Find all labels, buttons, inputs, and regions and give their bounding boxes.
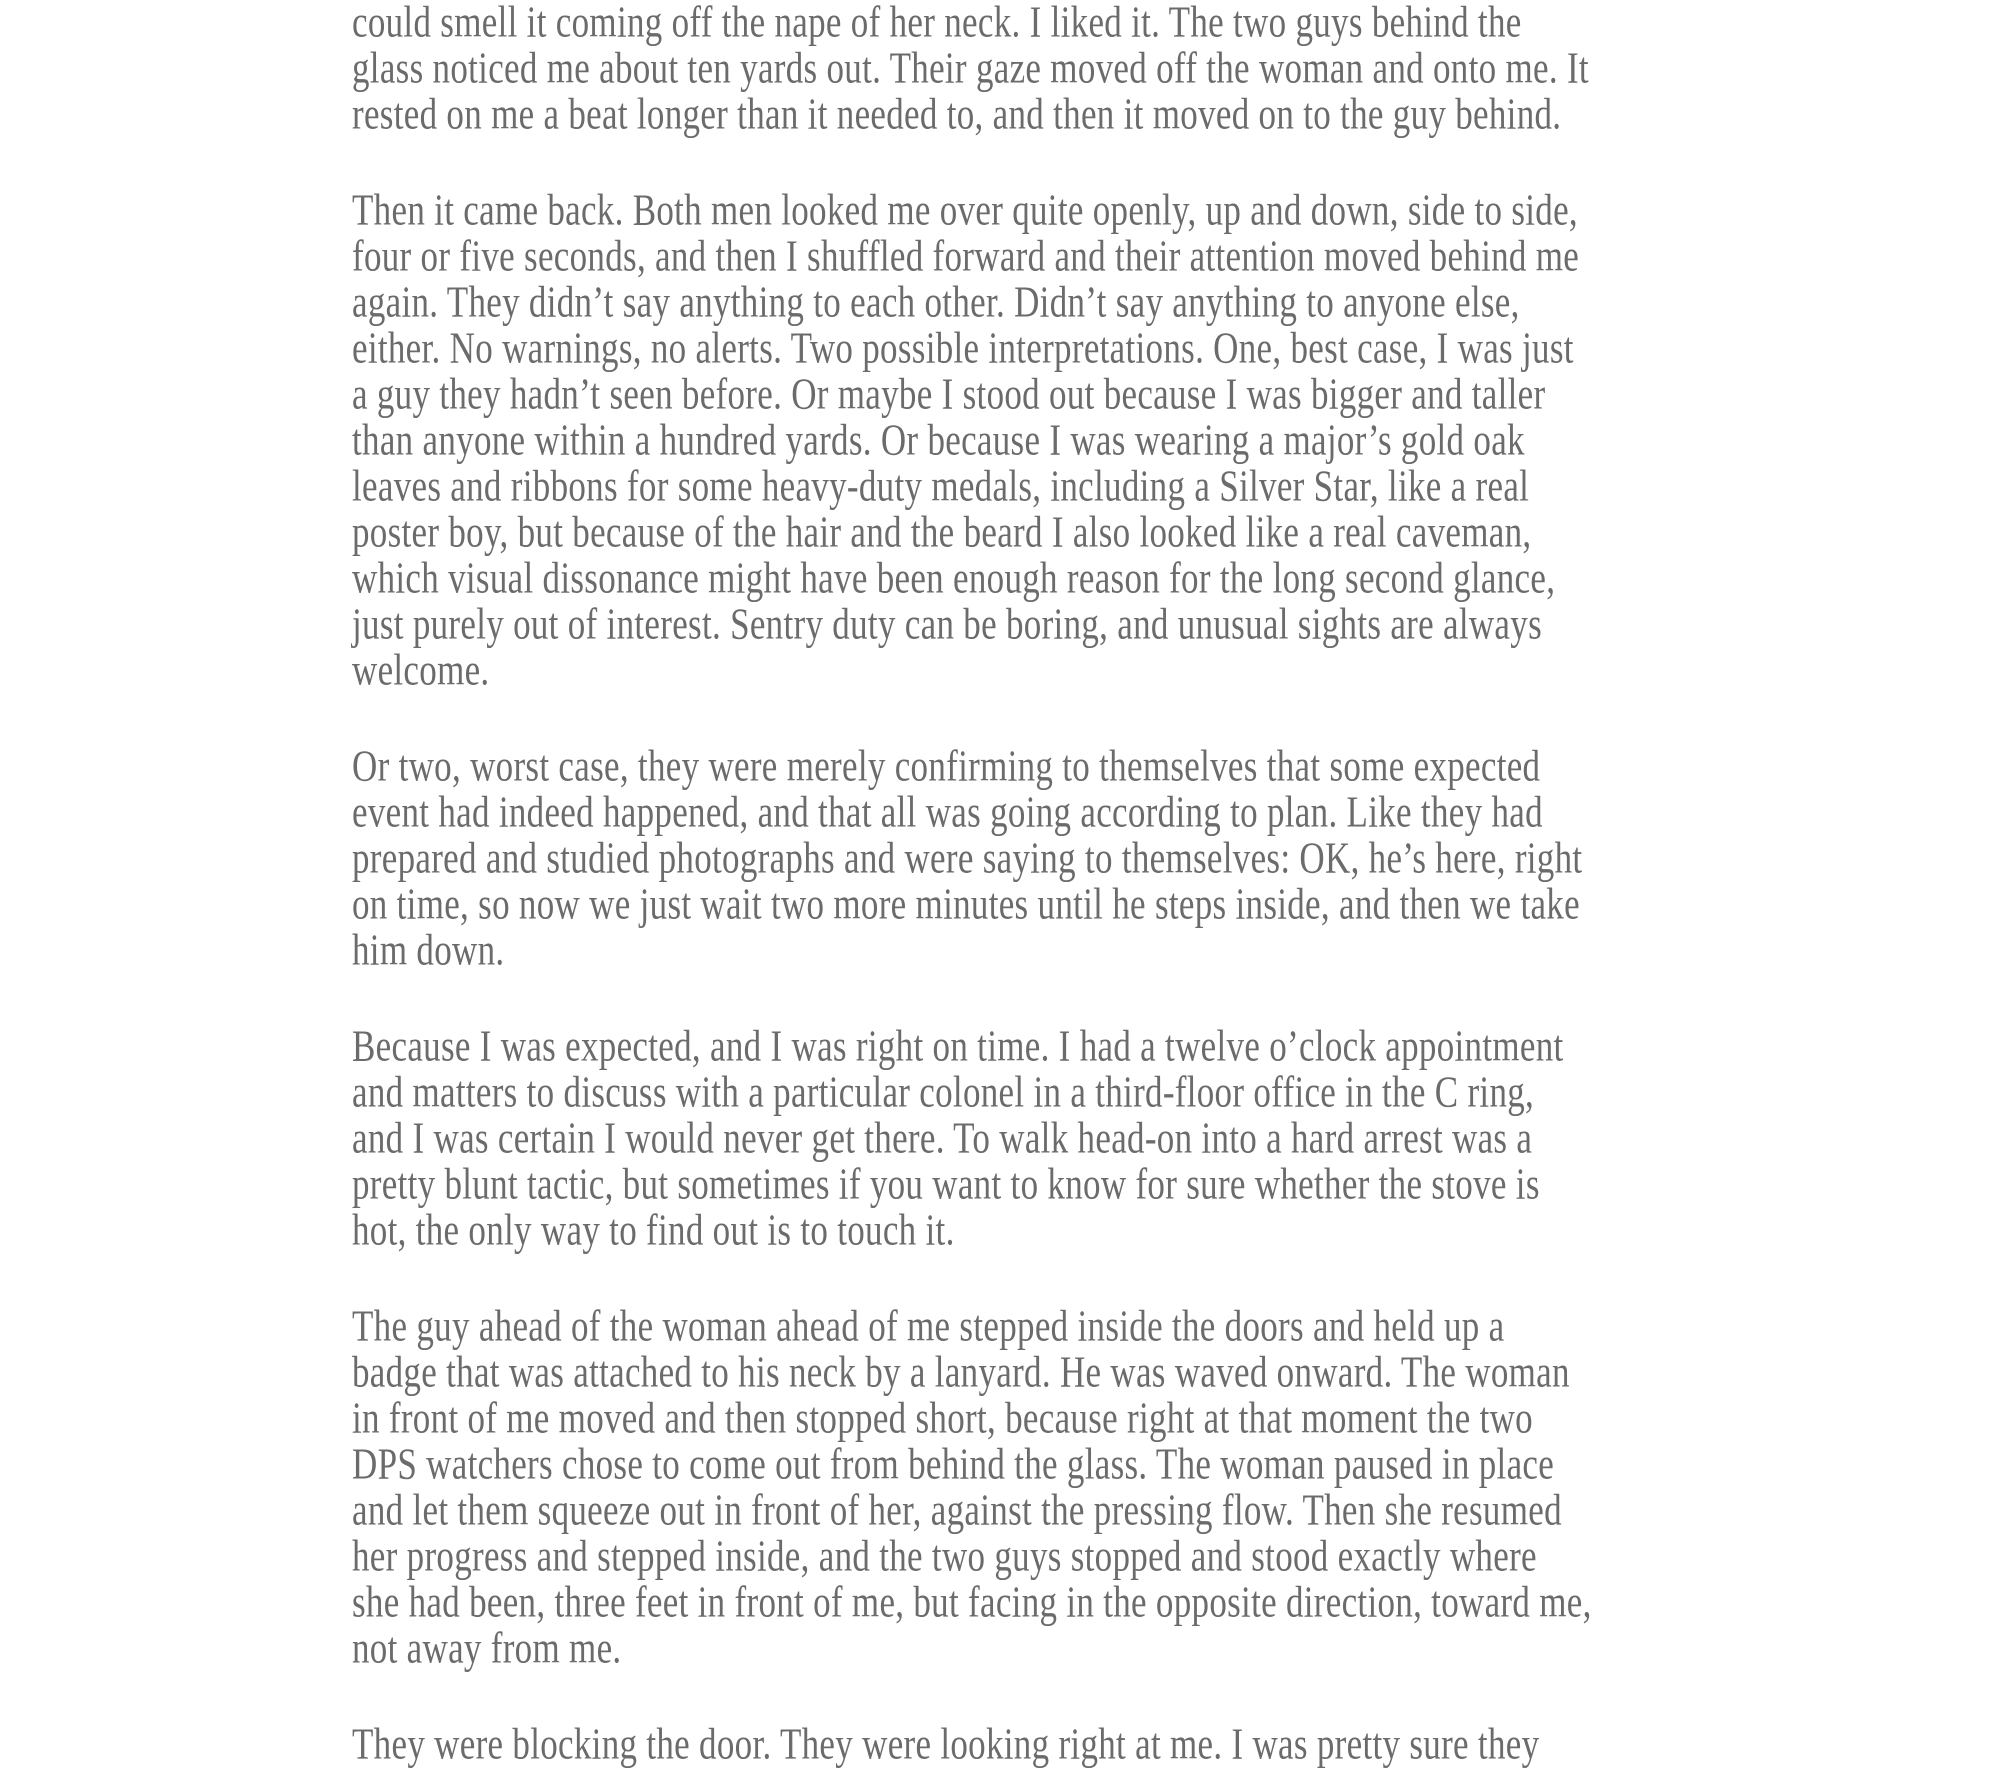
text-line-content: prepared and studied photographs and were saying to themselves: OK, he’s here, right (352, 833, 1583, 883)
text-line-content: a guy they hadn’t seen before. Or maybe I stood out because I was bigger and taller (352, 369, 1546, 419)
text-line-content: her progress and stepped inside, and the two guys stopped and stood exactly where (352, 1531, 1537, 1581)
text-line-content: They were blocking the door. They were looking right at me. I was pretty sure they (352, 1719, 1540, 1769)
text-line-content: not away from me. (352, 1623, 622, 1673)
text-line-content: in front of me moved and then stopped short, because right at that moment the two (352, 1393, 1533, 1443)
text-line-content: The guy ahead of the woman ahead of me stepped inside the doors and held up a (352, 1301, 1505, 1351)
text-line-content: four or five seconds, and then I shuffled forward and their attention moved behind me (352, 231, 1580, 281)
text-line-content: on time, so now we just wait two more minutes until he steps inside, and then we take (352, 879, 1580, 929)
text-line-content: DPS watchers chose to come out from behind the glass. The woman paused in place (352, 1439, 1555, 1489)
text-line-content: either. No warnings, no alerts. Two possible interpretations. One, best case, I was just (352, 323, 1574, 373)
text-line-content: hot, the only way to find out is to touch it. (352, 1205, 955, 1255)
text-line-content: and let them squeeze out in front of her, against the pressing flow. Then she resumed (352, 1485, 1562, 1535)
text-line-content: leaves and ribbons for some heavy-duty medals, including a Silver Star, like a real (352, 461, 1530, 511)
text-line-content: pretty blunt tactic, but sometimes if you want to know for sure whether the stove is (352, 1159, 1540, 1209)
text-line-content: event had indeed happened, and that all was going according to plan. Like they had (352, 787, 1543, 837)
text-line-content: and I was certain I would never get there. To walk head-on into a hard arrest was a (352, 1113, 1533, 1163)
text-line-content: again. They didn’t say anything to each other. Didn’t say anything to anyone else, (352, 277, 1520, 327)
text-line-content: welcome. (352, 645, 490, 695)
text-line-content: she had been, three feet in front of me, but facing in the opposite direction, toward me, (352, 1577, 1592, 1627)
text-line-content: Then it came back. Both men looked me over quite openly, up and down, side to side, (352, 185, 1578, 235)
text-line-content: rested on me a beat longer than it needed to, and then it moved on to the guy behind. (352, 89, 1562, 139)
text-line-content: glass noticed me about ten yards out. Their gaze moved off the woman and onto me. It (352, 43, 1589, 93)
text-line-content: Or two, worst case, they were merely confirming to themselves that some expected (352, 741, 1541, 791)
text-line-content: him down. (352, 925, 505, 975)
text-line-content: than anyone within a hundred yards. Or because I was wearing a major’s gold oak (352, 415, 1525, 465)
text-line-content: just purely out of interest. Sentry duty can be boring, and unusual sights are always (352, 599, 1542, 649)
text-line-content: could smell it coming off the nape of her neck. I liked it. The two guys behind the (352, 0, 1522, 47)
text-line-content: poster boy, but because of the hair and the beard I also looked like a real caveman, (352, 507, 1532, 557)
text-line-content: badge that was attached to his neck by a lanyard. He was waved onward. The woman (352, 1347, 1570, 1397)
text-line-content: which visual dissonance might have been enough reason for the long second glance, (352, 553, 1556, 603)
text-line-content: and matters to discuss with a particular colonel in a third-floor office in the C ring, (352, 1067, 1535, 1117)
text-line-content: Because I was expected, and I was right on time. I had a twelve o’clock appointment (352, 1021, 1564, 1071)
